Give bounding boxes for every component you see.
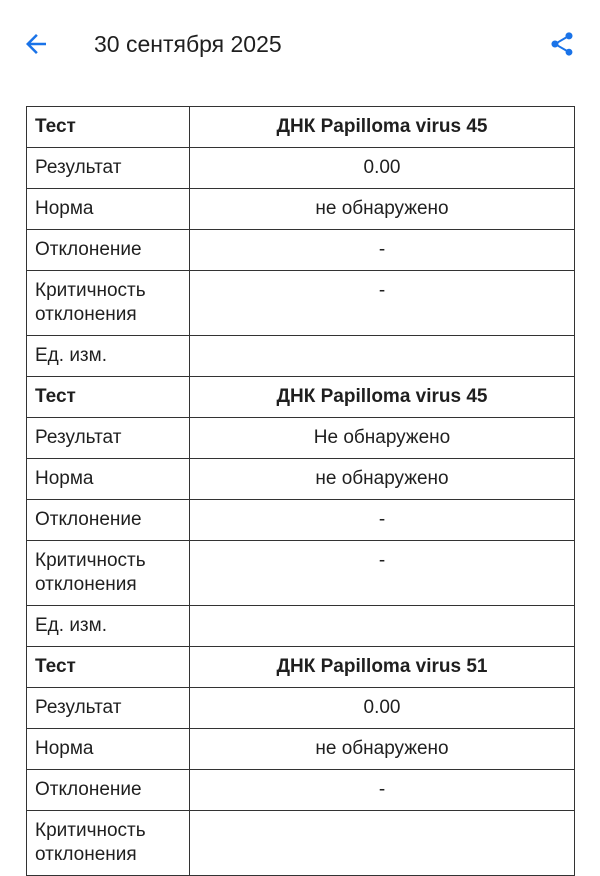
unit-label: Ед. изм. [27,336,190,377]
test-name: ДНК Papilloma virus 51 [190,647,575,688]
table-row-criticality [27,541,575,606]
table-row-deviation [27,230,575,271]
share-button[interactable] [543,26,581,62]
table-row-unit [27,606,575,647]
table-row-norm [27,729,575,770]
criticality-label: Критичность отклонения [27,811,190,876]
results-table [26,106,575,876]
app-bar [0,0,600,88]
criticality-label: Критичность отклонения [27,271,190,336]
deviation-value: - [190,500,575,541]
unit-label: Ед. изм. [27,606,190,647]
deviation-label: Отклонение [27,500,190,541]
result-label: Результат [27,688,190,729]
criticality-value [190,811,575,876]
test-name: ДНК Papilloma virus 45 [190,107,575,148]
norm-value: не обнаружено [190,729,575,770]
unit-value [190,336,575,377]
norm-value: не обнаружено [190,459,575,500]
result-value: 0.00 [190,148,575,189]
criticality-label: Критичность отклонения [27,541,190,606]
criticality-value: - [190,541,575,606]
back-button[interactable] [16,26,56,62]
table-row-deviation [27,500,575,541]
table-row-result [27,148,575,189]
table-row-deviation [27,770,575,811]
test-label: Тест [27,107,190,148]
deviation-label: Отклонение [27,770,190,811]
deviation-value: - [190,770,575,811]
table-row-norm [27,459,575,500]
table-row-test [27,107,575,148]
result-label: Результат [27,148,190,189]
table-row-criticality [27,811,575,876]
deviation-label: Отклонение [27,230,190,271]
criticality-value: - [190,271,575,336]
table-row-unit [27,336,575,377]
results-table-container [26,106,575,876]
result-value: 0.00 [190,688,575,729]
norm-label: Норма [27,189,190,230]
page-title: 30 сентября 2025 [94,31,282,57]
test-label: Тест [27,647,190,688]
table-row-criticality [27,271,575,336]
arrow-left-icon [21,29,51,59]
table-row-result [27,418,575,459]
table-row-test [27,647,575,688]
table-row-test [27,377,575,418]
result-label: Результат [27,418,190,459]
norm-label: Норма [27,459,190,500]
test-name: ДНК Papilloma virus 45 [190,377,575,418]
unit-value [190,606,575,647]
result-value: Не обнаружено [190,418,575,459]
table-row-norm [27,189,575,230]
deviation-value: - [190,230,575,271]
norm-value: не обнаружено [190,189,575,230]
table-row-result [27,688,575,729]
test-label: Тест [27,377,190,418]
norm-label: Норма [27,729,190,770]
share-icon [548,30,576,58]
